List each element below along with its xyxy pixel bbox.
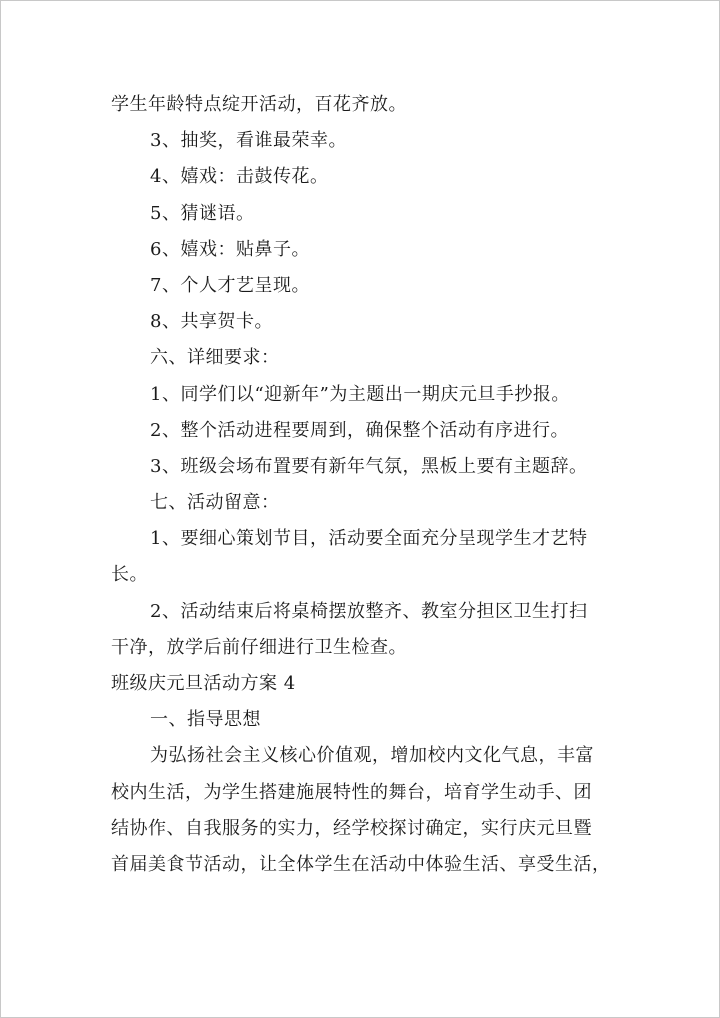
list-item: 3、抽奖，看谁最荣幸。 — [150, 130, 347, 152]
paragraph-line: 长。 — [111, 564, 148, 586]
list-item: 4、嬉戏：击鼓传花。 — [150, 166, 329, 188]
paragraph-line: 首届美食节活动，让全体学生在活动中体验生活、享受生活， — [111, 853, 611, 875]
paragraph-line: 学生年龄特点绽开活动，百花齐放。 — [111, 94, 407, 115]
section-heading: 一、指导思想 — [150, 709, 261, 731]
paragraph-line: 为弘扬社会主义核心价值观，增加校内文化气息，丰富 — [150, 745, 594, 767]
list-item: 6、嬉戏：贴鼻子。 — [150, 238, 310, 260]
document-body — [111, 87, 611, 883]
section-heading: 七、活动留意： — [150, 492, 280, 514]
list-item: 7、个人才艺呈现。 — [150, 274, 310, 296]
list-item: 3、班级会场布置要有新年气氛，黑板上要有主题辞。 — [150, 455, 588, 477]
list-item: 5、猜谜语。 — [150, 202, 255, 224]
paragraph-line: 校内生活，为学生搭建施展特性的舞台，培育学生动手、团 — [111, 781, 592, 803]
list-item: 8、共享贺卡。 — [150, 311, 273, 333]
list-item: 1、同学们以“迎新年”为主题出一期庆元旦手抄报。 — [150, 383, 570, 405]
section-heading: 六、详细要求： — [150, 347, 280, 369]
list-item: 2、整个活动进程要周到，确保整个活动有序进行。 — [150, 419, 569, 441]
list-item: 2、活动结束后将桌椅摆放整齐、教室分担区卫生打扫 — [150, 600, 588, 622]
paragraph-line: 结协作、自我服务的实力，经学校探讨确定，实行庆元旦暨 — [111, 817, 592, 839]
document-title: 班级庆元旦活动方案 4 — [111, 673, 296, 694]
paragraph-line: 干净，放学后前仔细进行卫生检查。 — [111, 636, 407, 658]
list-item: 1、要细心策划节目，活动要全面充分呈现学生才艺特 — [150, 528, 588, 550]
